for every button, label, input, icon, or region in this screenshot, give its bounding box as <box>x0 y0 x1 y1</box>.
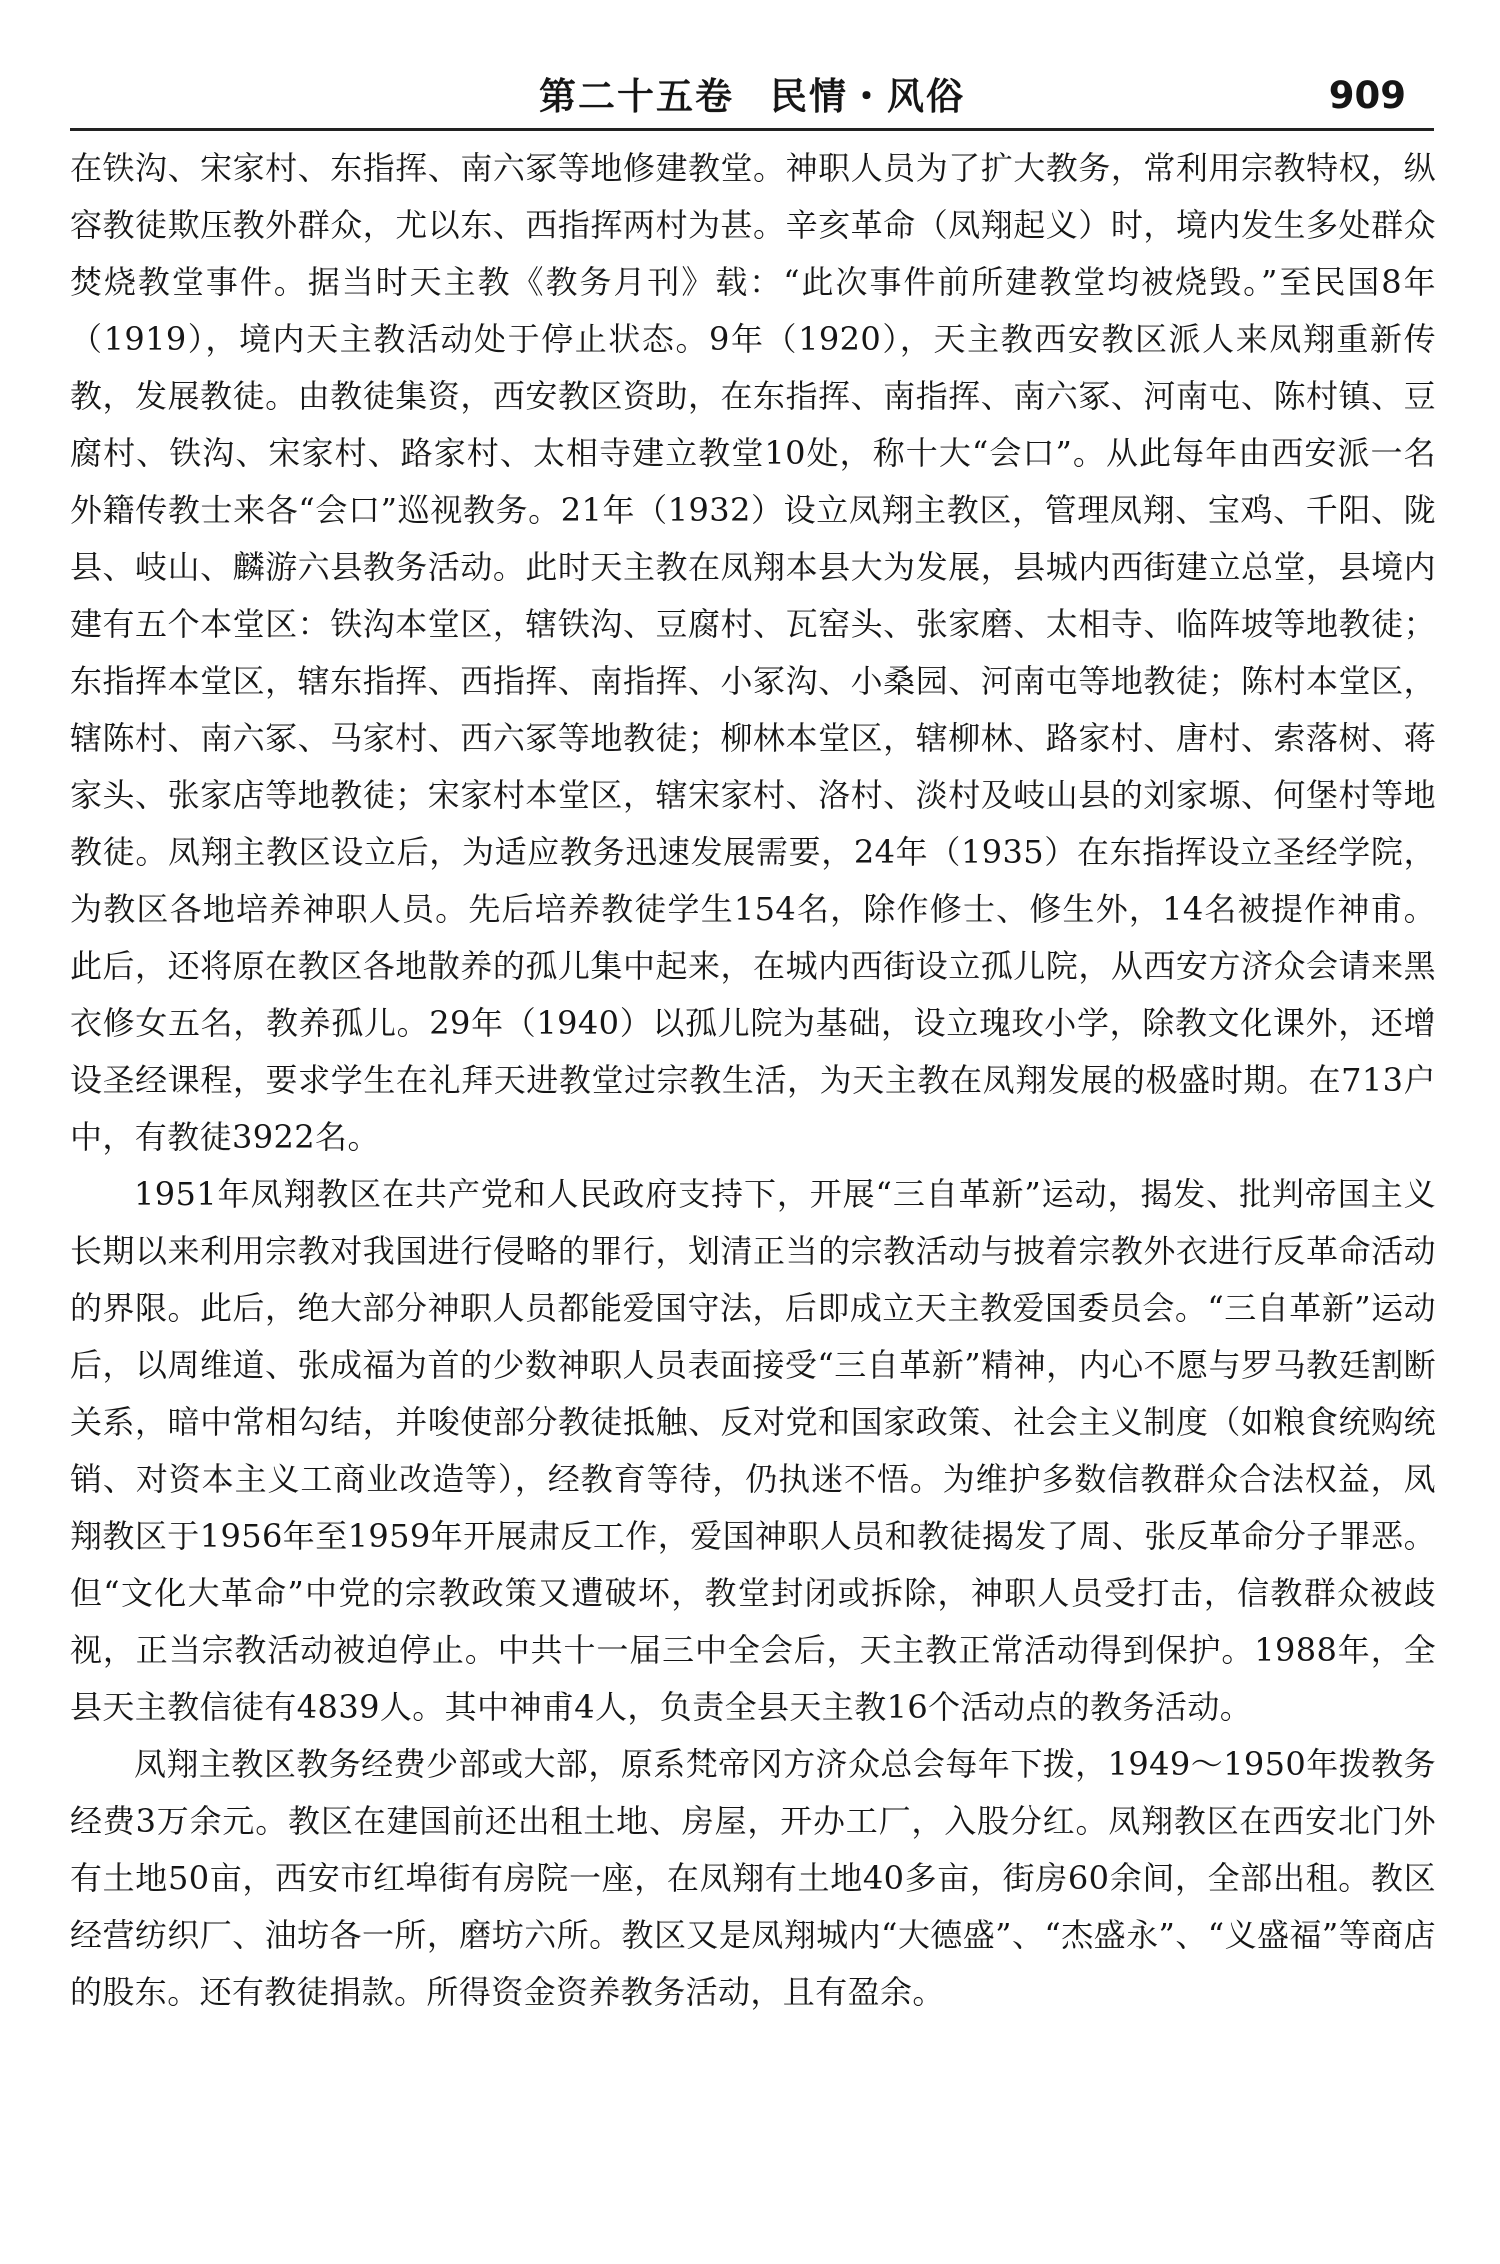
running-header <box>70 60 1434 130</box>
header-title <box>70 70 1434 122</box>
body-text <box>70 140 1436 2021</box>
volume-label: 第二十五卷 <box>539 74 734 118</box>
paragraph-2: 1951年凤翔教区在共产党和人民政府支持下，开展“三自革新”运动，揭发、批判帝国主义长期以来利用宗教对我国进行侵略的罪行，划清正当的宗教活动与披着宗教外衣进行反革命活动的界限。此后，绝大部分神职人员都能爱国守法，后即成立天主教爱国委员会。“三自革新”运动后，以周维道、张成福为首的少数神职人员表面接受“三自革新”精神，内心不愿与罗马教廷割断关系，暗中常相勾结，并唆使部分教徒抵触、反对党和国家政策、社会主义制度（如粮食统购统销、对资本主义工商业改造等），经教育等待，仍执迷不悟。为维护多数信教群众合法权益，凤翔教区于1956年至1959年开展肃反工作，爱国神职人员和教徒揭发了周、张反革命分子罪恶。但“文化大革命”中党的宗教政策又遭破坏，教堂封闭或拆除，神职人员受打击，信教群众被歧视，正当宗教活动被迫停止。中共十一届三中全会后，天主教正常活动得到保护。1988年，全县天主教信徒有4839人。其中神甫4人，负责全县天主教16个活动点的教务活动。 <box>70 1175 1436 1726</box>
paragraph-1: 在铁沟、宋家村、东指挥、南六冢等地修建教堂。神职人员为了扩大教务，常利用宗教特权，纵容教徒欺压教外群众，尤以东、西指挥两村为甚。辛亥革命（凤翔起义）时，境内发生多处群众焚烧教堂事件。据当时天主教《教务月刊》载：“此次事件前所建教堂均被烧毁。”至民国8年（1919），境内天主教活动处于停止状态。9年（1920），天主教西安教区派人来凤翔重新传教，发展教徒。由教徒集资，西安教区资助，在东指挥、南指挥、南六冢、河南屯、陈村镇、豆腐村、铁沟、宋家村、路家村、太相寺建立教堂10处，称十大“会口”。从此每年由西安派一名外籍传教士来各“会口”巡视教务。21年（1932）设立凤翔主教区，管理凤翔、宝鸡、千阳、陇县、岐山、麟游六县教务活动。此时天主教在凤翔本县大为发展，县城内西街建立总堂，县境内建有五个本堂区：铁沟本堂区，辖铁沟、豆腐村、瓦窑头、张家磨、太相寺、临阵坡等地教徒；东指挥本堂区，辖东指挥、西指挥、南指挥、小冢沟、小桑园、河南屯等地教徒；陈村本堂区，辖陈村、南六冢、马家村、西六冢等地教徒；柳林本堂区，辖柳林、路家村、唐村、索落树、蒋家头、张家店等地教徒；宋家村本堂区，辖宋家村、洛村、淡村及岐山县的刘家塬、何堡村等地教徒。凤翔主教区设立后，为适应教务迅速发展需要，24年（1935）在东指挥设立圣经学院，为教区各地培养神职人员。先后培养教徒学生154名，除作修士、修生外，14名被提作神甫。此后，还将原在教区各地散养的孤儿集中起来，在城内西街设立孤儿院，从西安方济众会请来黑衣修女五名，教养孤儿。29年（1940）以孤儿院为基础，设立瑰玫小学，除教文化课外，还增设圣经课程，要求学生在礼拜天进教堂过宗教生活，为天主教在凤翔发展的极盛时期。在713户中，有教徒3922名。 <box>70 149 1436 1156</box>
page-number: 909 <box>1328 74 1406 117</box>
paragraph-3: 凤翔主教区教务经费少部或大部，原系梵帝冈方济众总会每年下拨，1949～1950年拨教务经费3万余元。教区在建国前还出租土地、房屋，开办工厂，入股分红。凤翔教区在西安北门外有土地50亩，西安市红埠街有房院一座，在凤翔有土地40多亩，街房60余间，全部出租。教区经营纺织厂、油坊各一所，磨坊六所。教区又是凤翔城内“大德盛”、“杰盛永”、“义盛福”等商店的股东。还有教徒捐款。所得资金资养教务活动，且有盈余。 <box>70 1745 1436 2011</box>
header-rule <box>70 128 1434 131</box>
section-label: 民情・风俗 <box>770 74 965 118</box>
